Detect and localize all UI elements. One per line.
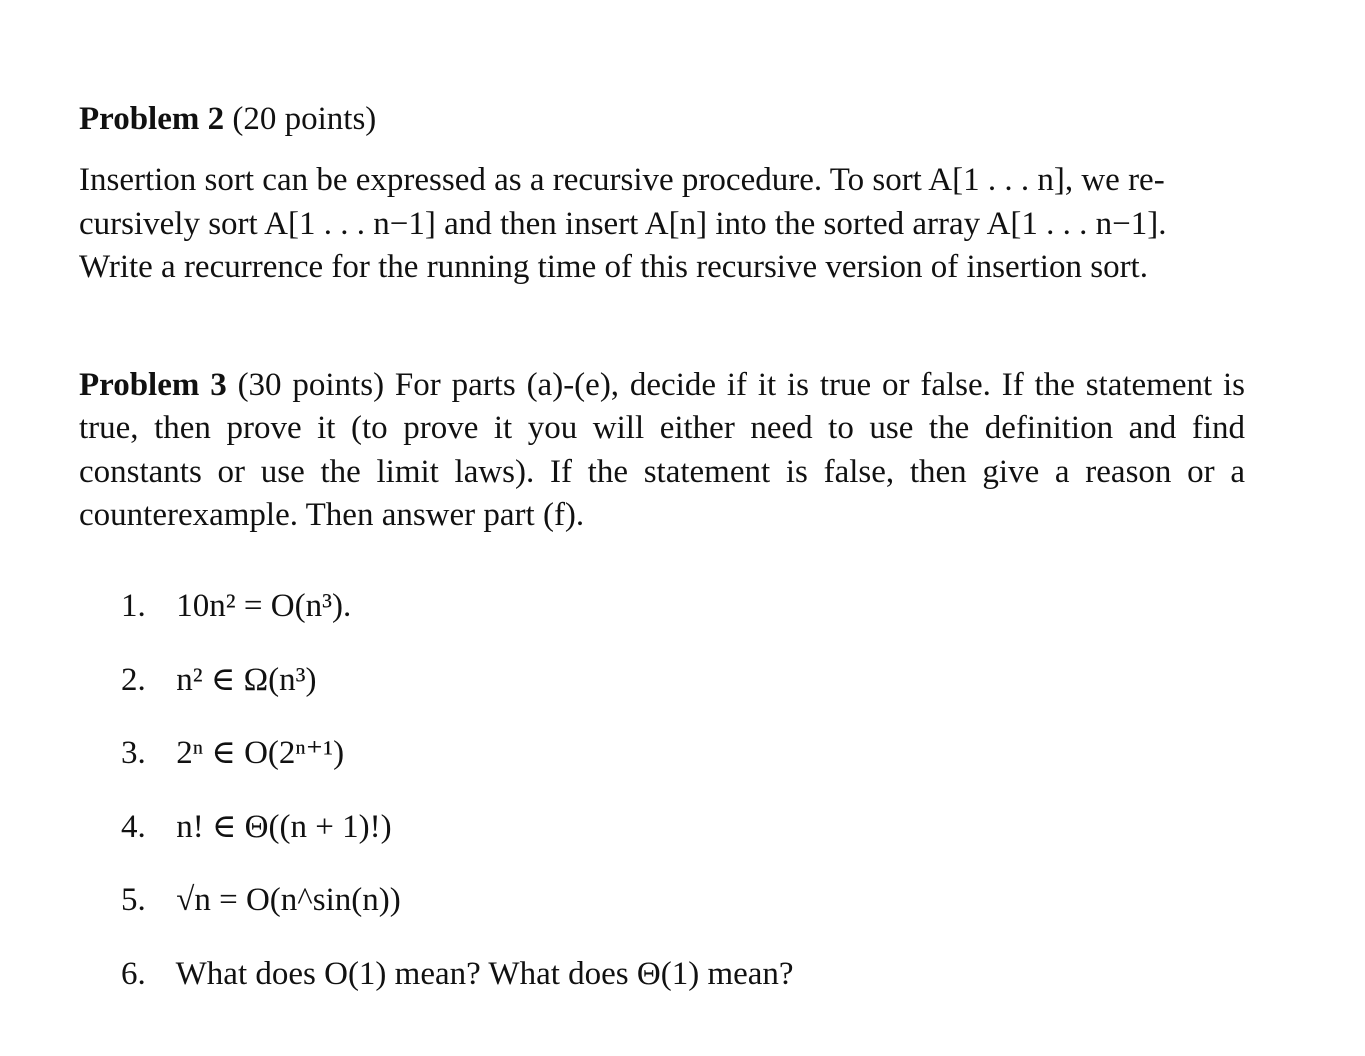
item-number: 2. xyxy=(121,661,146,698)
problem-2-line-2: cursively sort A[1 . . . n−1] and then insert A[n] into the sorted array A[1 . . . n−1]. xyxy=(79,205,1167,242)
item-statement: 10n² = O(n³). xyxy=(176,588,352,624)
problem-3-list xyxy=(121,585,1221,1026)
problem-2-heading xyxy=(79,98,1245,141)
list-item xyxy=(121,806,1221,880)
problem-2-title: Problem 2 xyxy=(79,101,225,137)
list-item xyxy=(121,659,1221,733)
document-page xyxy=(79,98,1245,538)
item-statement: What does O(1) mean? What does Θ(1) mean? xyxy=(175,955,794,992)
item-number: 4. xyxy=(121,808,146,845)
item-statement: √n = O(n^sin(n)) xyxy=(176,882,401,918)
problem-2-line-3: Write a recurrence for the running time of this recursive version of insertion sort. xyxy=(79,249,1148,285)
item-statement: 2ⁿ ∈ O(2ⁿ⁺¹) xyxy=(176,735,345,771)
problem-2-points: (20 points) xyxy=(232,101,377,137)
problem-3-title: Problem 3 xyxy=(79,366,227,403)
item-number: 6. xyxy=(121,955,146,992)
list-item xyxy=(121,585,1221,659)
item-number: 5. xyxy=(121,882,146,918)
item-statement: n² ∈ Ω(n³) xyxy=(176,661,317,698)
item-statement: n! ∈ Θ((n + 1)!) xyxy=(176,808,392,845)
list-item xyxy=(121,879,1221,953)
problem-2-line-1: Insertion sort can be expressed as a recursive procedure. To sort A[1 . . . n], we re- xyxy=(79,162,1165,198)
problem-2-body xyxy=(79,159,1245,290)
problem-3-paragraph xyxy=(79,364,1245,538)
list-item xyxy=(121,732,1221,806)
list-item xyxy=(121,953,1221,1027)
item-number: 3. xyxy=(121,735,146,771)
item-number: 1. xyxy=(121,588,146,624)
problem-3-intro: (30 points) For parts (a)-(e), decide if it is true or false. If the statement is true, then prove it (to prove it you will either need to use the definition and find constants or use the limit laws). If the statement is false, then give a reason or a counterexample. Then answer part (f). xyxy=(79,366,1246,533)
